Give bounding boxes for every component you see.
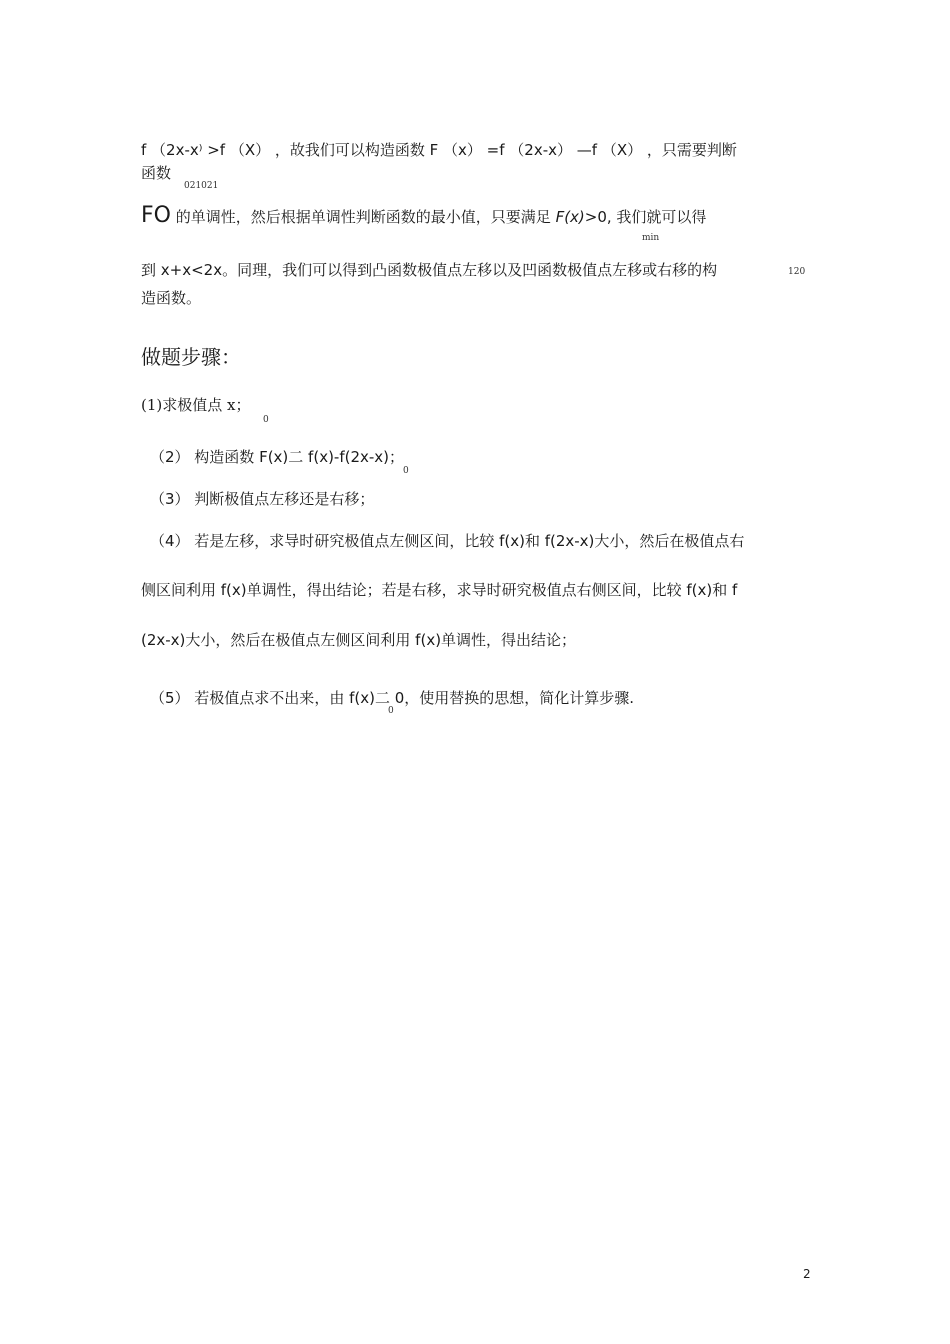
step-1-subscript: 0 (263, 415, 269, 425)
page-number: 2 (803, 1267, 811, 1281)
step-4-line-2: 侧区间利用 f(x)单调性，得出结论；若是右移，求导时研究极值点右侧区间，比较 f(x)和 f (141, 581, 738, 599)
line-3-text-a: 的单调性，然后根据单调性判断函数的最小值，只要满足 (175, 208, 551, 226)
line-4-subscript: 120 (788, 267, 806, 277)
step-3: （3） 判断极值点左移还是右移； (150, 490, 375, 508)
line-3-text-b: >0, 我们就可以得 (584, 208, 707, 226)
paragraph-line-4: 到 x+x<2x。同理，我们可以得到凸函数极值点左移以及凹函数极值点左移或右移的构 (141, 261, 718, 279)
step-5-subscript: 0 (388, 706, 394, 716)
paragraph-line-5: 造函数。 (141, 289, 202, 307)
line-3-fx: F(x) (555, 208, 585, 226)
step-2: （2） 构造函数 F(x)二 f(x)-f(2x-x)； (150, 448, 405, 466)
line-2-subscript: 021021 (184, 181, 219, 191)
step-2-subscript: 0 (403, 466, 409, 476)
step-1: (1)求极值点 x； (141, 396, 251, 414)
paragraph-line-1: f （2x-x⁾ >f （X） ，故我们可以构造函数 F （x） =f （2x-x） —f （X） ，只需要判断 (141, 141, 737, 159)
step-4-line-1: （4） 若是左移，求导时研究极值点左侧区间，比较 f(x)和 f(2x-x)大小，然后在极值点右 (150, 532, 745, 550)
step-4-line-3: (2x-x)大小，然后在极值点左侧区间利用 f(x)单调性，得出结论； (141, 631, 577, 649)
step-5: （5） 若极值点求不出来，由 f(x)二 0，使用替换的思想，简化计算步骤. (150, 689, 635, 707)
paragraph-line-3 (141, 203, 707, 228)
paragraph-line-2: 函数 (141, 164, 172, 182)
function-symbol-fo: FO (141, 203, 171, 228)
section-heading: 做题步骤： (141, 345, 241, 369)
line-3-subscript-min: min (642, 233, 660, 243)
